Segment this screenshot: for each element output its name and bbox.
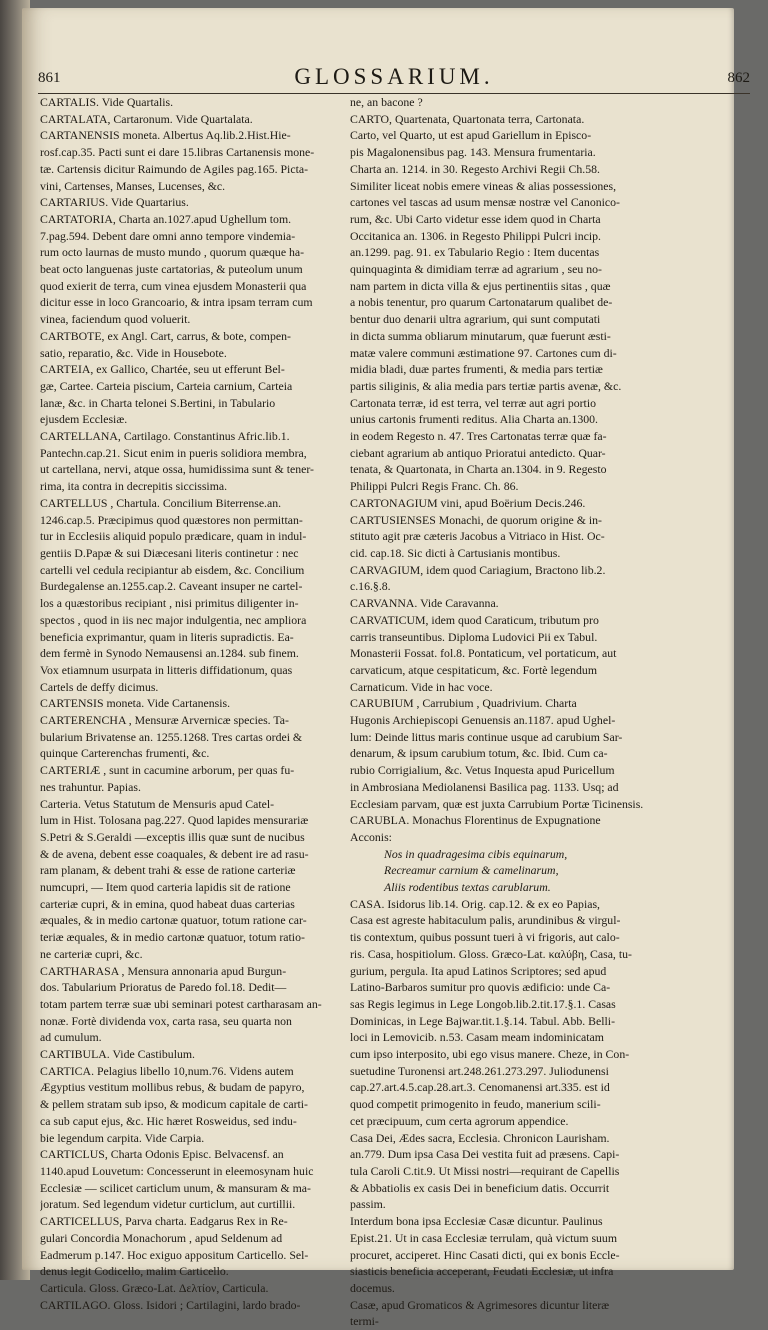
text-line: quinque Carterenchas frumenti, &c.: [40, 746, 210, 761]
text-line: CARVANNA. Vide Caravanna.: [350, 596, 499, 611]
text-line: & de avena, debent esse coaquales, & debent ire ad rasu-: [40, 846, 309, 861]
text-line: CARTUSIENSES Monachi, de quorum origine & in-: [350, 512, 602, 527]
text-line: rum, &c. Ubi Carto videtur esse idem quod in Charta: [350, 211, 601, 226]
text-line: CARTO, Quartenata, Quartonata terra, Cartonata.: [350, 111, 585, 126]
text-line: Pantechn.cap.21. Sicut enim in pueris solidiora membra,: [40, 445, 307, 460]
text-line: CARTALIS. Vide Quartalis.: [40, 95, 174, 109]
text-line: Nos in quadragesima cibis equinarum,: [384, 846, 568, 861]
text-line: Eadmerum p.147. Hoc exiguo appositum Carticello. Sel-: [40, 1247, 309, 1262]
text-line: suetudine Turonensi art.248.261.273.297. Juliodunensi: [350, 1063, 609, 1078]
text-line: quod exierit de terra, cum vinea ejusdem Monasterii qua: [40, 278, 307, 293]
text-line: gurium, pergula. Ita apud Latinos Scriptores; sed apud: [350, 963, 607, 978]
text-line: CARTARIUS. Vide Quartarius.: [40, 195, 189, 210]
text-line: los a quæstoribus recipiant , nisi primitus diligenter in-: [40, 596, 299, 611]
text-line: rosf.cap.35. Pacti sunt ei dare 15.libras Cartanensis mone-: [40, 145, 315, 160]
text-line: CARTANENSIS moneta. Albertus Aq.lib.2.Hist.Hie-: [40, 128, 291, 143]
text-line: Ecclesiam parvam, quæ est juxta Carrubium Portæ Ticinensis.: [350, 796, 644, 811]
text-line: quod competit primogenito in feudo, manerium scili-: [350, 1097, 601, 1112]
text-line: tur in Ecclesiis aliquid populo prædicare, quam in indul-: [40, 529, 307, 544]
text-line: Cartonata terræ, id est terra, vel terræ aut agri portio: [350, 395, 597, 410]
text-line: rubio Corrigialium, &c. Vetus Inquesta apud Puricellum: [350, 763, 615, 778]
text-line: nes trahuntur. Papias.: [40, 779, 141, 794]
text-line: lanæ, &c. in Charta telonei S.Bertini, in Tabulario: [40, 395, 276, 410]
text-line: totam partem terræ suæ ubi seminari potest cartharasam an-: [40, 996, 322, 1011]
text-line: gentiis D.Papæ & sui Diæcesani literis continetur : nec: [40, 545, 299, 560]
text-line: denarum, & ipsum carubium totum, &c. Ibid. Cum ca-: [350, 746, 608, 761]
text-line: CARUBIUM , Carrubium , Quadrivium. Charta: [350, 696, 577, 711]
text-line: carvaticum, atque cespitaticum, &c. Fortè legendum: [350, 662, 597, 677]
text-line: cet præcipuum, cum certa agrorum appendice.: [350, 1113, 569, 1128]
text-line: vini, Cartenses, Manses, Lucenses, &c.: [40, 178, 226, 193]
text-line: & Abbatiolis ex casis Dei in beneficium datis. Occurrit: [350, 1180, 610, 1195]
text-line: docemus.: [350, 1280, 395, 1295]
text-line: satio, reparatio, &c. Vide in Housebote.: [40, 345, 227, 360]
running-title: GLOSSARIUM.: [294, 64, 494, 89]
text-line: carteriæ cupri, & in emina, quod habeat duas carterias: [40, 896, 295, 911]
text-line: CARTBOTE, ex Angl. Cart, carrus, & bote, compen-: [40, 328, 291, 343]
text-line: ad cumulum.: [40, 1030, 102, 1045]
text-line: denus legit Codicello, malim Carticello.: [40, 1264, 229, 1279]
text-line: Casa est agreste habitaculum palis, arundinibus & virgul-: [350, 913, 621, 928]
text-line: numcupri, — Item quod carteria lapidis sit de ratione: [40, 880, 291, 895]
text-line: Aliis rodentibus textas carublarum.: [384, 880, 551, 895]
page-number-right: 862: [727, 70, 750, 86]
text-line: cap.27.art.4.5.cap.28.art.3. Cenomanensi art.335. est id: [350, 1080, 610, 1095]
text-line: CASA. Isidorus lib.14. Orig. cap.12. & ex eo Papias,: [350, 896, 601, 911]
text-line: CARTERIÆ , sunt in cacumine arborum, per quas fu-: [40, 763, 295, 778]
text-line: cartelli vel cedula recipiantur ab eisdem, &c. Concilium: [40, 562, 305, 577]
text-line: termi-: [350, 1314, 379, 1329]
text-line: unius cartonis frumenti reditus. Alia Charta an.1300.: [350, 412, 599, 427]
text-line: gulari Concordia Monachorum , apud Seldenum ad: [40, 1230, 283, 1245]
text-line: cartones vel tascas ad usum mensæ nostræ vel Canonico-: [350, 195, 620, 210]
text-line: 7.pag.594. Debent dare omni anno tempore vindemia-: [40, 228, 296, 243]
text-line: an.779. Dum ipsa Casa Dei vestita fuit ad præsens. Capi-: [350, 1147, 620, 1162]
text-line: Recreamur carnium & camelinarum,: [384, 863, 559, 878]
text-line: lum: Deinde littus maris continue usque ad carubium Sar-: [350, 729, 623, 744]
text-line: Similiter liceat nobis emere vineas & alias possessiones,: [350, 178, 617, 193]
text-line: tula Caroli C.tit.9. Ut Missi nostri—requirant de Capellis: [350, 1164, 620, 1178]
text-line: Ægyptius vestitum mollibus rebus, & budam de papyro,: [40, 1080, 305, 1095]
text-line: rima, ita contra in decrepitis siccissima.: [40, 479, 228, 494]
text-line: æquales, & in medio cartonæ quatuor, totum ratione car-: [40, 913, 307, 928]
text-line: Burdegalense an.1255.cap.2. Caveant insuper ne cartel-: [40, 579, 303, 594]
text-line: ne carteriæ cupri, &c.: [40, 946, 143, 961]
text-line: ris. Casa, hospitiolum. Gloss. Græco-Lat. καλύβη, Casa, tu-: [350, 946, 632, 961]
text-line: lum in Hist. Tolosana pag.227. Quod lapides mensurariæ: [40, 813, 309, 828]
text-line: procuret, acciperet. Hinc Casati dicti, qui ex bonis Eccle-: [350, 1247, 620, 1262]
text-line: Carto, vel Quarto, ut est apud Gariellum in Episco-: [350, 128, 592, 143]
text-line: tenata, & Quartonata, in Charta an.1304. in 9. Regesto: [350, 462, 607, 477]
text-line: Interdum bona ipsa Ecclesiæ Casæ dicuntur. Paulinus: [350, 1214, 603, 1229]
text-line: 1246.cap.5. Præcipimus quod quæstores non permittan-: [40, 512, 303, 527]
text-line: an.1299. pag. 91. ex Tabulario Regio : Item ducentas: [350, 245, 600, 260]
text-line: nam partem in dicta villa & ejus pertinentiis sitas , quæ: [350, 278, 611, 293]
text-line: matæ valere communi æstimatione 97. Cartones cum di-: [350, 345, 617, 360]
text-line: CARTONAGIUM vini, apud Boërium Decis.246.: [350, 495, 586, 510]
text-line: Cartels de deffy dicimus.: [40, 679, 159, 694]
text-line: stituto agit præ cæteris Jacobus a Vitriaco in Hist. Oc-: [350, 529, 605, 544]
text-line: quinquaginta & dimidiam terræ ad agrarium , seu no-: [350, 262, 602, 277]
text-line: vinea, faciendum quod voluerit.: [40, 312, 191, 327]
text-line: CARTEIA, ex Gallico, Chartée, seu ut efferunt Bel-: [40, 362, 285, 377]
text-line: beneficia exprimantur, quam in literis supradictis. Ea-: [40, 629, 294, 644]
text-line: ut cartellana, nervi, atque ossa, humidissima sunt & tener-: [40, 462, 314, 477]
text-line: siasticis beneficia acceperant, Feudati Ecclesiæ, ut infra: [350, 1264, 614, 1279]
text-line: bentur duo denarii ultra agrarium, qui sunt computati: [350, 312, 601, 327]
text-line: loci in Lemovicib. n.53. Casam meam indominicatam: [350, 1030, 604, 1045]
text-line: tis contextum, quibus possunt tueri à vi frigoris, aut calo-: [350, 930, 620, 945]
text-line: in dicta summa obliarum minutarum, quæ fuerunt æsti-: [350, 328, 611, 343]
text-line: Ecclesiæ — scilicet carticlum unum, & mansuram & ma-: [40, 1180, 311, 1195]
text-line: 1140.apud Louvetum: Concesserunt in eleemosynam huic: [40, 1164, 314, 1178]
text-line: teriæ æquales, & in medio cartonæ quatuor, totum ratio-: [40, 930, 305, 945]
text-line: Occitanica an. 1306. in Regesto Philippi Pulcri incip.: [350, 228, 601, 243]
text-line: ne, an bacone ?: [350, 95, 423, 109]
text-line: beat octo languenas juste cartatorias, & puteolum unum: [40, 262, 303, 277]
text-line: a nobis tenentur, pro quarum Cartonatarum qualibet de-: [350, 295, 613, 310]
text-line: ca sub caput ejus, &c. Hic hæret Rosweidus, sed indu-: [40, 1113, 297, 1128]
text-line: Charta an. 1214. in 30. Regesto Archivi Regii Ch.58.: [350, 161, 600, 176]
text-line: pis Magalonensibus pag. 143. Mensura frumentaria.: [350, 145, 596, 160]
text-line: CARTIBULA. Vide Castibulum.: [40, 1047, 196, 1062]
text-line: CARTELLUS , Chartula. Concilium Biterrense.an.: [40, 495, 282, 510]
page-header: [38, 64, 750, 94]
text-line: Dominicas, in Lege Bajwar.tit.1.§.14. Tabul. Abb. Belli-: [350, 1013, 616, 1028]
text-line: joratum. Sed legendum videtur curticlum, aut curtillii.: [40, 1197, 296, 1212]
text-line: Vox etiamnum usurpata in litteris diffidationum, quas: [40, 662, 293, 677]
text-line: CARTICELLUS, Parva charta. Eadgarus Rex in Re-: [40, 1214, 288, 1229]
text-line: Philippi Pulcri Regis Franc. Ch. 86.: [350, 479, 519, 494]
text-line: S.Petri & S.Geraldi —exceptis illis quæ sunt de nucibus: [40, 829, 305, 844]
text-line: Carteria. Vetus Statutum de Mensuris apud Catel-: [40, 796, 275, 811]
text-line: CARTERENCHA , Mensuræ Arvernicæ species. Ta-: [40, 713, 289, 728]
text-line: CARVATICUM, idem quod Caraticum, tributum pro: [350, 612, 599, 627]
text-line: Hugonis Archiepiscopi Genuensis an.1187. apud Ughel-: [350, 713, 616, 728]
text-line: sas Regis legimus in Lege Longob.lib.2.tit.17.§.1. Casas: [350, 996, 616, 1011]
text-line: gæ, Cartee. Carteia piscium, Carteia carnium, Carteia: [40, 378, 293, 393]
text-line: nonæ. Fortè dividenda vox, carta rasa, seu quarta non: [40, 1013, 292, 1028]
text-line: CARVAGIUM, idem quod Cariagium, Bractono lib.2.: [350, 562, 606, 577]
text-line: CARUBLA. Monachus Florentinus de Expugnatione: [350, 813, 601, 828]
text-line: bie legendum carpita. Vide Carpia.: [40, 1130, 205, 1145]
page-number-left: 861: [38, 70, 61, 86]
text-line: dicitur esse in loco Grancoario, & intra ipsam terram cum: [40, 295, 313, 310]
text-line: midia bladi, duæ partes frumenti, & media pars tertiæ: [350, 362, 603, 377]
text-line: CARTELLANA, Cartilago. Constantinus Afric.lib.1.: [40, 429, 290, 444]
text-line: CARTHARASA , Mensura annonaria apud Burgun-: [40, 963, 287, 978]
text-line: CARTENSIS moneta. Vide Cartanensis.: [40, 696, 231, 711]
right-column: [350, 94, 706, 1330]
text-line: in Ambrosiana Mediolanensi Basilica pag. 1133. Usq; ad: [350, 779, 619, 794]
text-line: dos. Tabularium Prioratus de Paredo fol.18. Dedit—: [40, 980, 287, 995]
text-line: bularium Brivatense an. 1255.1268. Tres cartas ordei &: [40, 729, 303, 744]
text-line: cum ipso interposito, ubi ego visus manere. Cheze, in Con-: [350, 1047, 630, 1062]
text-line: CARTILAGO. Gloss. Isidori ; Cartilagini, lardo brado-: [40, 1297, 301, 1312]
text-line: partis siliginis, & alia media pars tertiæ partis avenæ, &c.: [350, 378, 622, 393]
text-line: Monasterii Fossat. fol.8. Pontaticum, vel portaticum, aut: [350, 646, 617, 661]
text-line: tæ. Cartensis dicitur Raimundo de Agiles pag.165. Picta-: [40, 161, 309, 176]
text-line: CARTATORIA, Charta an.1027.apud Ughellum tom.: [40, 211, 292, 226]
text-line: passim.: [350, 1197, 386, 1212]
text-line: Casæ, apud Gromaticos & Agrimesores dicuntur literæ: [350, 1297, 610, 1312]
text-line: carris transeuntibus. Diploma Ludovici Pii ex Tabul.: [350, 629, 598, 644]
text-line: Casa Dei, Ædes sacra, Ecclesia. Chronicon Laurisham.: [350, 1130, 610, 1145]
left-column: [40, 94, 340, 1313]
text-line: cid. cap.18. Sic dicti à Cartusianis montibus.: [350, 545, 561, 560]
text-line: Acconis:: [350, 829, 392, 844]
text-line: CARTICLUS, Charta Odonis Episc. Belvacensf. an: [40, 1147, 284, 1162]
text-line: ram planam, & debent trahi & esse de ratione carteriæ: [40, 863, 296, 878]
text-line: Carticula. Gloss. Græco-Lat. Δελτίον, Carticula.: [40, 1280, 269, 1295]
text-line: rum octo laurnas de musto mundo , quorum quæque ha-: [40, 245, 305, 260]
text-line: CARTICA. Pelagius libello 10,num.76. Videns autem: [40, 1063, 294, 1078]
text-line: Latino-Barbaros sumitur pro quovis ædificio: unde Ca-: [350, 980, 611, 995]
text-line: in eodem Regesto n. 47. Tres Cartonatas terræ quæ fa-: [350, 429, 607, 444]
text-line: c.16.§.8.: [350, 579, 391, 594]
text-line: CARTALATA, Cartaronum. Vide Quartalata.: [40, 111, 253, 126]
text-line: Epist.21. Ut in casa Ecclesiæ terrulam, quà victum suum: [350, 1230, 618, 1245]
text-line: dem fermè in Synodo Nemausensi an.1284. sub finem.: [40, 646, 299, 661]
text-line: & pellem stratam sub ipso, & modicum capitale de carti-: [40, 1097, 308, 1112]
text-line: ejusdem Ecclesiæ.: [40, 412, 128, 427]
text-line: Carnaticum. Vide in hac voce.: [350, 679, 493, 694]
text-line: spectos , quod in iis nec major indulgentia, nec ampliora: [40, 612, 307, 627]
text-line: ciebant agrarium ab antiquo Prioratui antedicto. Quar-: [350, 445, 606, 460]
